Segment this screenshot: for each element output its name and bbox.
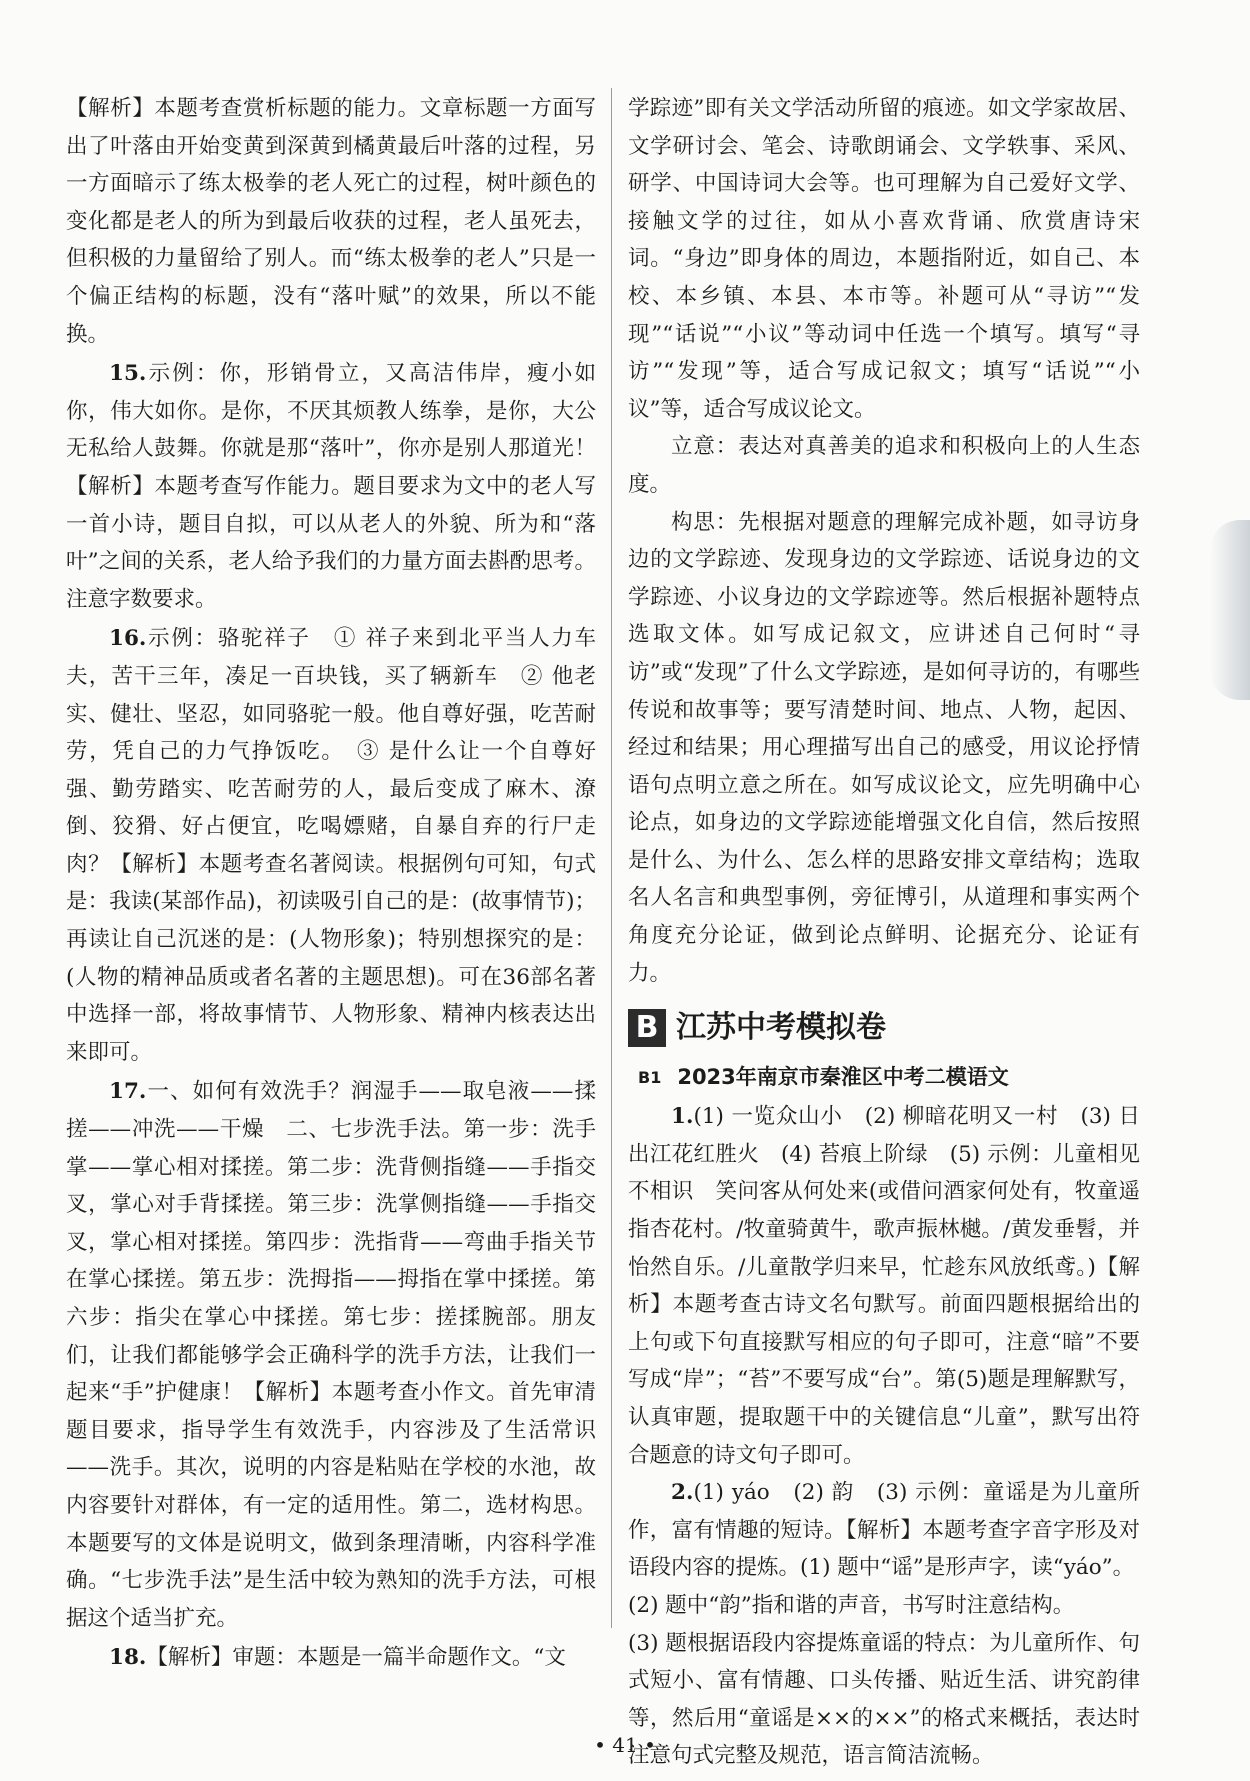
- section-heading: [628, 1004, 1140, 1052]
- answer-17-text: 一、如何有效洗手？润湿手——取皂液——揉搓——冲洗——干燥 二、七步洗手法。第一步：洗手掌——掌心相对揉搓。第二步：洗背侧指缝——手指交叉，掌心对手背揉搓。第三步：洗掌侧指缝——手指交叉，掌心相对揉搓。第四步：洗指背——弯曲手指关节在掌心揉搓。第五步：洗拇指——拇指在掌中揉搓。第六步：指尖在掌心中揉搓。第七步：搓揉腕部。朋友们，让我们都能够学会正确科学的洗手方法，让我们一起来“手”护健康！【解析】本题考查小作文。首先审清题目要求，指导学生有效洗手，内容涉及了生活常识——洗手。其次，说明的内容是粘贴在学校的水池，故内容要针对群体，有一定的适用性。第二，选材构思。本题要写的文体是说明文，做到条理清晰，内容科学准确。“七步洗手法”是生活中较为熟知的洗手方法，可根据这个适当扩充。: [66, 1079, 596, 1631]
- exam-tag: B1: [638, 1068, 662, 1088]
- continued-paragraph: 学踪迹”即有关文学活动所留的痕迹。如文学家故居、文学研讨会、笔会、诗歌朗诵会、文学轶事、采风、研学、中国诗词大会等。也可理解为自己爱好文学、接触文学的过往，如从小喜欢背诵、欣赏唐诗宋词。“身边”即身体的周边，本题指附近，如自己、本校、本乡镇、本县、本市等。补题可从“寻访”“发现”“话说”“小议”等动词中任选一个填写。填写“寻访”“发现”等，适合写成记叙文；填写“话说”“小议”等，适合写成议论文。: [628, 96, 1140, 422]
- question-number-2: 2.: [671, 1480, 694, 1506]
- answer-b1-2: [628, 1474, 1140, 1587]
- answer-15-text: 示例：你，形销骨立，又高洁伟岸，瘦小如你，伟大如你。是你，不厌其烦教人练拳，是你，大公无私给人鼓舞。你就是那“落叶”，你亦是别人那道光！【解析】本题考查写作能力。题目要求为文中的老人写一首小诗，题目自拟，可以从老人的外貌、所为和“落叶”之间的关系，老人给予我们的力量方面去斟酌思考。注意字数要求。: [66, 361, 596, 612]
- question-number-15: 15.: [109, 361, 147, 387]
- left-column: [66, 90, 596, 1677]
- answer-16: [66, 620, 596, 1071]
- column-divider: [611, 88, 612, 1628]
- answer-b1-1-text: (1) 一览众山小 (2) 柳暗花明又一村 (3) 日出江花红胜火 (4) 苔痕上阶绿 (5) 示例：儿童相见不相识 笑问客从何处来(或借问酒家何处有，牧童遥指杏花村。/牧童骑黄牛，歌声振林樾。/黄发垂髫，并怡然自乐。/儿童散学归来早，忙趁东风放纸鸢。)【解析】本题考查古诗文名句默写。前面四题根据给出的上句或下句直接默写相应的句子即可，注意“暗”不要写成“岸”；“苔”不要写成“台”。第(5)题是理解默写，认真审题，提取题干中的关键信息“儿童”，默写出符合题意的诗文句子即可。: [628, 1104, 1140, 1468]
- answer-18-text: 【解析】审题：本题是一篇半命题作文。“文: [146, 1645, 566, 1671]
- question-number-16: 16.: [109, 626, 147, 652]
- question-number-17: 17.: [109, 1079, 147, 1105]
- answer-b1-2-part3: (3) 题根据语段内容提炼童谣的特点：为儿童所作、句式短小、富有情趣、口头传播、贴近生活、讲究韵律等，然后用“童谣是××的××”的格式来概括，表达时注意句式完整及规范，语言简洁流畅。: [628, 1630, 1140, 1769]
- theme-paragraph: 立意：表达对真善美的追求和积极向上的人生态度。: [628, 434, 1140, 497]
- page-edge-shadow: [1210, 520, 1250, 700]
- answer-b1-2-text: (1) yáo (2) 韵 (3) 示例：童谣是为儿童所作，富有情趣的短诗。【解析】本题考查字音字形及对语段内容的提炼。(1) 题中“谣”是形声字，读“yáo”。: [628, 1480, 1140, 1581]
- answer-16-text: 示例：骆驼祥子 ① 祥子来到北平当人力车夫，苦干三年，凑足一百块钱，买了辆新车 ② 他老实、健壮、坚忍，如同骆驼一般。他自尊好强，吃苦耐劳，凭自己的力气挣饭吃。 ③ 是什么让一个自尊好强、勤劳踏实、吃苦耐劳的人，最后变成了麻木、潦倒、狡猾、好占便宜，吃喝嫖赌，自暴自弃的行尸走肉？【解析】本题考查名著阅读。根据例句可知，句式是：我读(某部作品)，初读吸引自己的是：(故事情节)；再读让自己沉迷的是：(人物形象)；特别想探究的是：(人物的精神品质或者名著的主题思想)。可在36部名著中选择一部，将故事情节、人物形象、精神内核表达出来即可。: [66, 626, 596, 1065]
- section-title: 江苏中考模拟卷: [676, 1010, 886, 1046]
- analysis-paragraph-14: 【解析】本题考查赏析标题的能力。文章标题一方面写出了叶落由开始变黄到深黄到橘黄最后叶落的过程，另一方面暗示了练太极拳的老人死亡的过程，树叶颜色的变化都是老人的所为到最后收获的过程，老人虽死去，但积极的力量留给了别人。而“练太极拳的老人”只是一个偏正结构的标题，没有“落叶赋”的效果，所以不能换。: [66, 96, 596, 347]
- answer-18: [66, 1639, 596, 1677]
- exam-title: 2023年南京市秦淮区中考二模语文: [677, 1065, 1009, 1090]
- answer-15: [66, 355, 596, 618]
- right-column: [628, 90, 1140, 1775]
- answer-17: [66, 1073, 596, 1637]
- question-number-18: 18.: [109, 1645, 147, 1671]
- page-number: • 41 •: [594, 1733, 656, 1757]
- structure-paragraph: 构思：先根据对题意的理解完成补题，如寻访身边的文学踪迹、发现身边的文学踪迹、话说身边的文学踪迹、小议身边的文学踪迹等。然后根据补题特点选取文体。如写成记叙文，应讲述自己何时“寻访”或“发现”了什么文学踪迹，是如何寻访的，有哪些传说和故事等；要写清楚时间、地点、人物，起因、经过和结果；用心理描写出自己的感受，用议论抒情语句点明立意之所在。如写成议论文，应先明确中心论点，如身边的文学踪迹能增强文化自信，然后按照是什么、为什么、怎么样的思路安排文章结构；选取名人名言和典型事例，旁征博引，从道理和事实两个角度充分论证，做到论点鲜明、论据充分、论证有力。: [628, 509, 1140, 986]
- exam-heading: [628, 1058, 1140, 1098]
- answer-b1-1: [628, 1098, 1140, 1474]
- answer-b1-2-part2: (2) 题中“韵”指和谐的声音，书写时注意结构。: [628, 1592, 1075, 1618]
- question-number-1: 1.: [671, 1104, 694, 1130]
- section-letter-badge: B: [628, 1009, 666, 1047]
